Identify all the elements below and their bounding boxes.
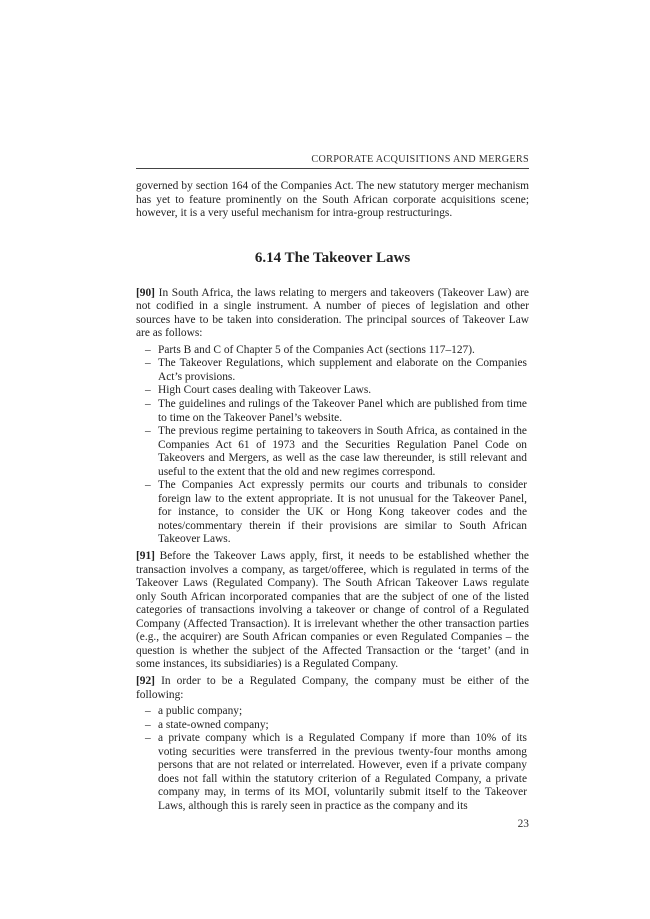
list-item [136,384,529,398]
list-item-text: The Companies Act expressly permits our courts and tribunals to consider foreign law to the extent appropriate. It is not unusual for the Takeover Panel, for instance, to consider the UK or Hong Kong takeover codes and the notes/commentary therein if their provisions are similar to South African Takeover Laws. [158,479,527,546]
dash-marker: – [145,705,151,718]
dash-marker: – [145,425,151,438]
paragraph-91 [136,550,529,672]
list-item-text: High Court cases dealing with Takeover Laws. [158,384,372,397]
paragraph-number: [90] [136,286,155,299]
running-head: CORPORATE ACQUISITIONS AND MERGERS [311,154,529,165]
sources-list [136,344,529,547]
paragraph-90 [136,287,529,341]
section-heading: 6.14 The Takeover Laws [254,249,411,266]
dash-marker: – [145,479,151,492]
dash-marker: – [145,384,151,397]
list-item [136,425,529,479]
paragraph-number: [91] [136,550,155,563]
dash-marker: – [145,398,151,411]
list-item-text: The guidelines and rulings of the Takeover Panel which are published from time to time on the Takeover Panel’s website. [158,398,527,424]
intro-paragraph: governed by section 164 of the Companies Act. The new statutory merger mechanism has yet to feature prominently on the South African corporate acquisitions scene; however, it is a very useful mechanism for intra-group restructurings. [136,180,529,220]
regulated-company-list [136,705,529,813]
page-body [136,180,529,816]
header-rule [136,168,529,169]
paragraph-text: In South Africa, the laws relating to mergers and takeovers (Takeover Law) are not codified in a single instrument. A number of pieces of legislation and other sources have to be taken into consideration. The principal sources of Takeover Law are as follows: [136,286,529,340]
list-item-text: a state-owned company; [158,718,269,731]
list-item [136,479,529,547]
paragraph-92 [136,675,529,702]
list-item-text: a private company which is a Regulated Company if more than 10% of its voting securities were transferred in the previous twenty-four months among persons that are not related or interrelated. However, even if a private company does not fall within the statutory criterion of a Regulated Company, a private company may, in terms of its MOI, voluntarily submit itself to the Takeover Laws, although this is rarely seen in practice as the company and its [158,732,527,812]
list-item [136,719,529,733]
list-item-text: The previous regime pertaining to takeovers in South Africa, as contained in the Companies Act 61 of 1973 and the Securities Regulation Panel Code on Takeovers and Mergers, as well as the case law thereunder, is still relevant and useful to the extent that the old and new regimes correspond. [158,425,527,478]
list-item-text: The Takeover Regulations, which supplement and elaborate on the Companies Act’s provisions. [158,357,527,383]
paragraph-number: [92] [136,674,155,687]
list-item [136,344,529,358]
paragraph-text: Before the Takeover Laws apply, first, it needs to be established whether the transaction involves a company, as target/offeree, which is regulated in terms of the Takeover Laws (Regulated Company). The South African Takeover Laws regulate only South African incorporated companies that are the subject of one of the listed categories of transactions involving a takeover or change of control of a Regulated Company (Affected Transaction). It is irrelevant whether the other transaction parties (e.g., the acquirer) are South African companies or even Regulated Companies – the question is whether the subject of the Affected Transaction or the ‘target’ (and in some instances, its subsidiaries) is a Regulated Company. [136,550,529,671]
dash-marker: – [145,732,151,745]
dash-marker: – [145,343,151,356]
list-item [136,705,529,719]
list-item-text: a public company; [158,705,243,718]
paragraph-text: In order to be a Regulated Company, the company must be either of the following: [136,674,529,701]
dash-marker: – [145,718,151,731]
list-item [136,732,529,813]
page-number: 23 [517,818,529,830]
list-item [136,357,529,384]
list-item [136,398,529,425]
list-item-text: Parts B and C of Chapter 5 of the Companies Act (sections 117–127). [158,343,475,356]
dash-marker: – [145,357,151,370]
